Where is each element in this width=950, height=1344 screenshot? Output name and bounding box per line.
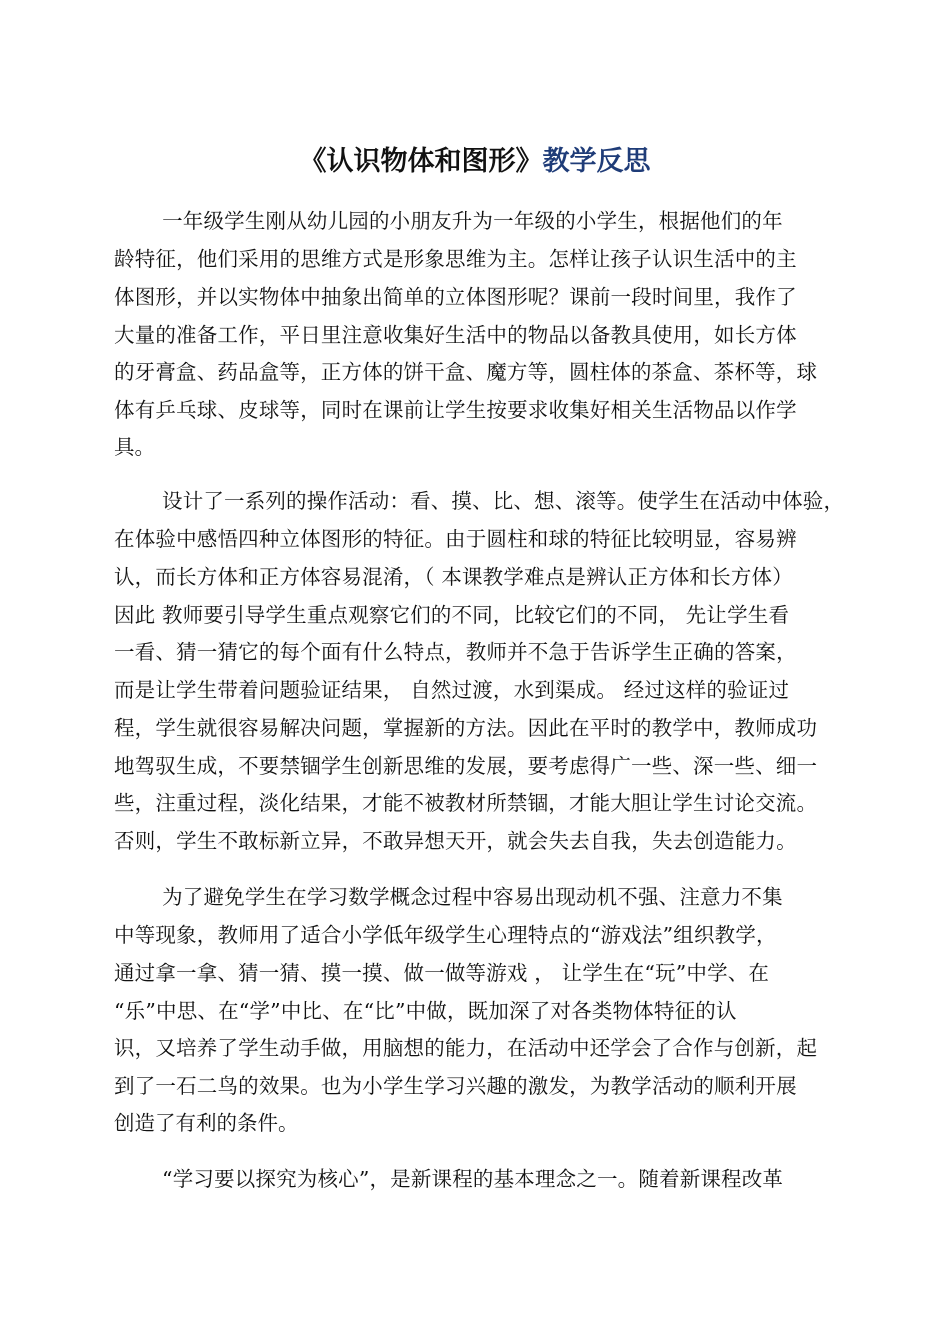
- text-line: 设计了一系列的操作活动：看、摸、比、想、滚等。使学生在活动中体验，: [114, 489, 845, 513]
- text-line: 识，又培养了学生动手做，用脑想的能力，在活动中还学会了合作与创新，起: [114, 1036, 818, 1060]
- text-line: 通过拿一拿、猜一猜、摸一摸、做一做等游戏 ， 让学生在“玩”中学、在: [114, 961, 770, 985]
- text-line: 程，学生就很容易解决问题，掌握新的方法。因此在平时的教学中，教师成功: [114, 716, 818, 740]
- text-line: 否则，学生不敢标新立异，不敢异想天开，就会失去自我，失去创造能力。: [114, 829, 797, 853]
- text-line: 因此 教师要引导学生重点观察它们的不同，比较它们的不同， 先让学生看: [114, 603, 790, 627]
- text-line: 体图形，并以实物体中抽象出简单的立体图形呢？课前一段时间里，我作了: [114, 285, 797, 309]
- text-line: 而是让学生带着问题验证结果， 自然过渡，水到渠成。 经过这样的验证过: [114, 678, 790, 702]
- text-line: 的牙膏盒、药品盒等，正方体的饼干盒、魔方等，圆柱体的茶盒、茶杯等，球: [114, 360, 818, 384]
- page-title: [0, 140, 950, 184]
- text-line: 在体验中感悟四种立体图形的特征。由于圆柱和球的特征比较明显，容易辨: [114, 527, 797, 551]
- text-line: 具。: [114, 435, 155, 459]
- text-line: 体有乒乓球、皮球等，同时在课前让学生按要求收集好相关生活物品以作学: [114, 398, 797, 422]
- title-part-1: 《认识物体和图形》: [299, 146, 543, 177]
- text-line: 龄特征，他们采用的思维方式是形象思维为主。怎样让孩子认识生活中的主: [114, 247, 797, 271]
- text-line: 一年级学生刚从幼儿园的小朋友升为一年级的小学生，根据他们的年: [114, 209, 783, 233]
- text-line: 为了避免学生在学习数学概念过程中容易出现动机不强、注意力不集: [114, 885, 783, 909]
- text-line: 大量的准备工作，平日里注意收集好生活中的物品以备教具使用，如长方体: [114, 323, 797, 347]
- text-line: “乐”中思、在“学”中比、在“比”中做，既加深了对各类物体特征的认: [114, 999, 737, 1023]
- text-line: 一看、猜一猜它的每个面有什么特点，教师并不急于告诉学生正确的答案，: [114, 640, 797, 664]
- text-line: 认，而长方体和正方体容易混淆，（ 本课教学难点是辨认正方体和长方体）: [114, 565, 793, 589]
- text-line: 地驾驭生成，不要禁锢学生创新思维的发展，要考虑得广一些、深一些、细一: [114, 754, 818, 778]
- text-line: 些，注重过程，淡化结果，才能不被教材所禁锢，才能大胆让学生讨论交流。: [114, 791, 818, 815]
- text-line: 中等现象，教师用了适合小学低年级学生心理特点的“游戏法”组织教学，: [114, 923, 777, 947]
- title-part-2: 教学反思: [542, 146, 651, 177]
- text-line: 到了一石二鸟的效果。也为小学生学习兴趣的激发，为教学活动的顺利开展: [114, 1074, 797, 1098]
- text-line: 创造了有利的条件。: [114, 1111, 299, 1135]
- text-line: “学习要以探究为核心”，是新课程的基本理念之一。随着新课程改革: [114, 1167, 784, 1191]
